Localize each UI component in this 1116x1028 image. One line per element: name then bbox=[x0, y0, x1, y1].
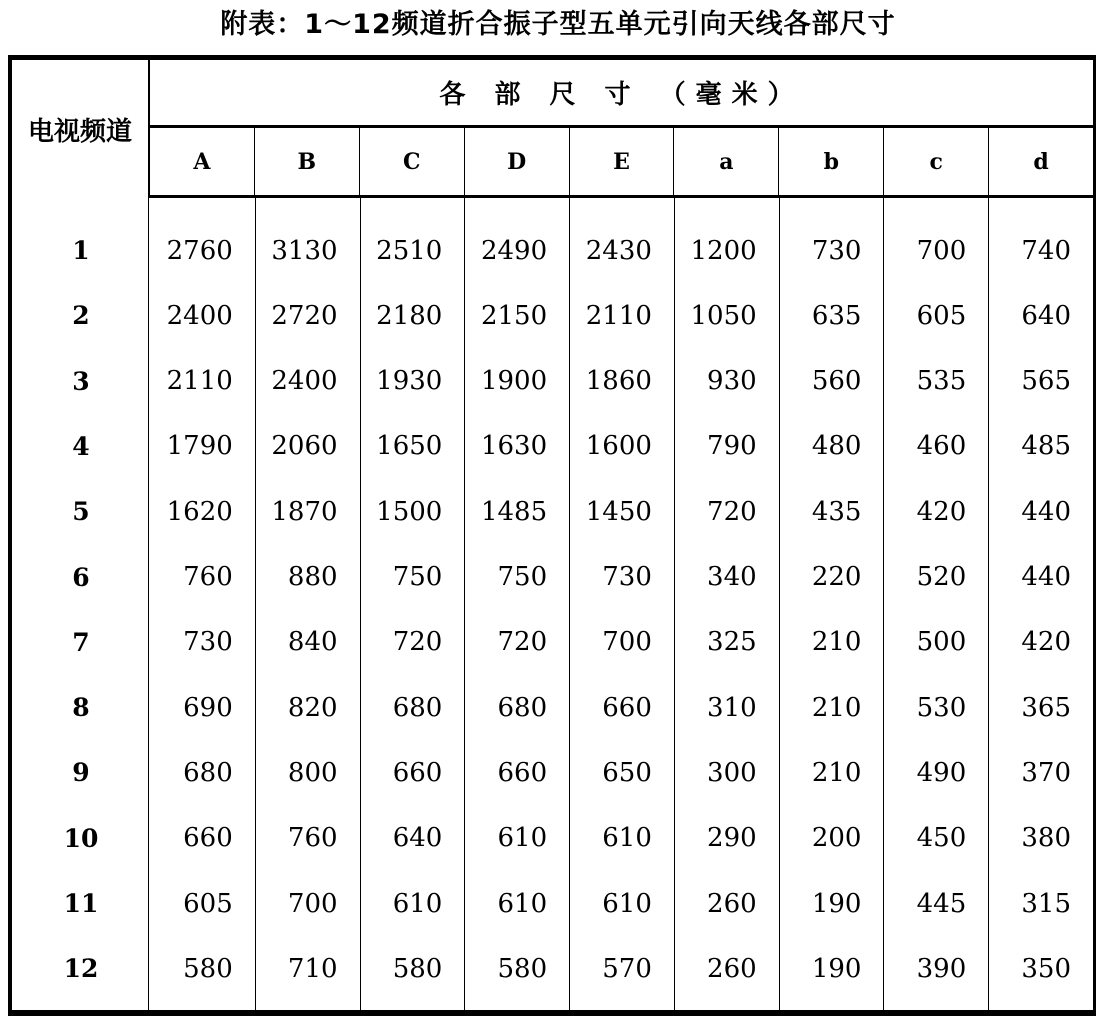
channel-cell: 5 bbox=[72, 497, 90, 527]
value-cell-d: 420 bbox=[1021, 627, 1072, 658]
value-cell-a: 260 bbox=[707, 953, 757, 984]
value-cell-d: 440 bbox=[1021, 562, 1072, 592]
dimensions-table bbox=[8, 55, 1096, 1016]
value-cell-E: 1450 bbox=[585, 496, 652, 527]
channel-cell: 6 bbox=[72, 562, 90, 592]
column-header-A: A bbox=[193, 148, 211, 175]
value-cell-b: 210 bbox=[811, 757, 862, 788]
value-cell-B: 760 bbox=[287, 823, 338, 854]
value-cell-b: 730 bbox=[811, 235, 862, 266]
value-cell-C: 660 bbox=[392, 757, 443, 788]
value-cell-D: 720 bbox=[497, 627, 548, 658]
value-cell-c: 535 bbox=[916, 366, 967, 397]
channel-cell: 11 bbox=[63, 889, 99, 918]
table-row bbox=[12, 349, 1093, 414]
dimensions-group-header: 各 部 尺 寸 （毫米） bbox=[150, 60, 1093, 128]
value-cell-B: 700 bbox=[287, 888, 338, 919]
column-header-D: D bbox=[464, 128, 569, 195]
value-cell-A: 580 bbox=[183, 953, 233, 984]
table-row bbox=[12, 545, 1093, 610]
value-cell-B: 3130 bbox=[271, 235, 338, 266]
value-cell-C: 2180 bbox=[376, 300, 443, 331]
value-cell-D: 1630 bbox=[480, 431, 548, 462]
column-header-b: b bbox=[778, 128, 883, 195]
value-cell-E: 610 bbox=[602, 823, 652, 854]
value-cell-C: 640 bbox=[392, 823, 443, 854]
column-header-C: C bbox=[359, 128, 464, 195]
value-cell-a: 930 bbox=[707, 366, 757, 397]
value-cell-C: 2510 bbox=[376, 235, 443, 266]
value-cell-b: 480 bbox=[811, 431, 862, 462]
value-cell-D: 610 bbox=[497, 888, 548, 919]
table-title: 附表：1～12频道折合振子型五单元引向天线各部尺寸 bbox=[220, 9, 896, 40]
table-row bbox=[12, 283, 1093, 348]
value-cell-A: 1790 bbox=[166, 431, 233, 462]
value-cell-c: 450 bbox=[916, 823, 967, 854]
value-cell-D: 610 bbox=[497, 823, 548, 854]
value-cell-B: 2060 bbox=[271, 431, 338, 462]
value-cell-d: 485 bbox=[1021, 431, 1072, 462]
value-cell-E: 1860 bbox=[585, 366, 652, 397]
value-cell-b: 210 bbox=[811, 692, 862, 723]
value-cell-d: 365 bbox=[1021, 692, 1072, 723]
value-cell-A: 1620 bbox=[166, 496, 233, 527]
value-cell-E: 700 bbox=[602, 627, 652, 658]
value-cell-b: 190 bbox=[811, 953, 862, 984]
value-cell-b: 635 bbox=[811, 300, 862, 331]
table-row bbox=[12, 936, 1093, 1001]
value-cell-C: 1930 bbox=[376, 366, 443, 397]
value-cell-a: 260 bbox=[707, 888, 757, 919]
value-cell-c: 605 bbox=[916, 300, 967, 331]
value-cell-c: 445 bbox=[916, 888, 967, 919]
value-cell-D: 1900 bbox=[480, 366, 548, 397]
value-cell-A: 680 bbox=[183, 757, 233, 788]
column-header-B: B bbox=[254, 128, 359, 195]
value-cell-a: 1050 bbox=[690, 300, 757, 331]
value-cell-E: 610 bbox=[602, 888, 652, 919]
value-cell-d: 565 bbox=[1021, 366, 1072, 397]
value-cell-b: 200 bbox=[811, 823, 862, 854]
value-cell-d: 350 bbox=[1021, 953, 1072, 984]
value-cell-A: 2760 bbox=[166, 235, 233, 266]
table-row bbox=[12, 740, 1093, 805]
channel-cell: 1 bbox=[72, 236, 90, 265]
value-cell-a: 790 bbox=[707, 431, 757, 462]
value-cell-E: 2110 bbox=[585, 300, 652, 331]
channel-cell: 2 bbox=[72, 301, 90, 331]
value-cell-D: 580 bbox=[497, 953, 548, 984]
value-cell-d: 640 bbox=[1021, 300, 1072, 331]
value-cell-a: 290 bbox=[707, 823, 757, 854]
value-cell-D: 660 bbox=[497, 757, 548, 788]
value-cell-B: 710 bbox=[287, 953, 338, 984]
value-cell-c: 390 bbox=[916, 953, 967, 984]
column-header-d: d bbox=[988, 128, 1093, 195]
value-cell-a: 1200 bbox=[690, 235, 757, 266]
value-cell-c: 520 bbox=[916, 562, 967, 592]
value-cell-c: 700 bbox=[916, 235, 967, 266]
value-cell-A: 605 bbox=[183, 888, 233, 919]
value-cell-c: 530 bbox=[916, 692, 967, 723]
value-cell-C: 580 bbox=[392, 953, 443, 984]
value-cell-C: 1500 bbox=[376, 496, 443, 527]
value-cell-a: 720 bbox=[707, 496, 757, 527]
table-row bbox=[12, 610, 1093, 675]
channel-cell: 10 bbox=[63, 823, 99, 853]
channel-cell: 4 bbox=[72, 431, 90, 461]
value-cell-E: 1600 bbox=[585, 431, 652, 462]
value-cell-B: 2400 bbox=[271, 366, 338, 397]
column-header-E: E bbox=[569, 128, 674, 195]
value-cell-C: 1650 bbox=[376, 431, 443, 462]
value-cell-A: 2110 bbox=[166, 366, 233, 397]
value-cell-b: 435 bbox=[811, 496, 862, 527]
table-body bbox=[12, 198, 1093, 1010]
value-cell-C: 680 bbox=[392, 692, 443, 723]
value-cell-E: 570 bbox=[602, 953, 652, 984]
value-cell-d: 740 bbox=[1021, 235, 1072, 266]
value-cell-B: 2720 bbox=[271, 300, 338, 331]
value-cell-c: 500 bbox=[916, 627, 967, 658]
channel-cell: 7 bbox=[72, 627, 90, 657]
value-cell-A: 2400 bbox=[166, 300, 233, 331]
value-cell-a: 310 bbox=[707, 692, 757, 723]
value-cell-b: 210 bbox=[811, 627, 862, 658]
channel-cell: 3 bbox=[72, 366, 90, 396]
value-cell-c: 420 bbox=[916, 496, 967, 527]
value-cell-c: 460 bbox=[916, 431, 967, 462]
value-cell-D: 2150 bbox=[480, 300, 548, 331]
value-cell-a: 325 bbox=[707, 627, 757, 658]
value-cell-A: 760 bbox=[183, 562, 233, 592]
value-cell-B: 800 bbox=[287, 757, 338, 788]
value-cell-A: 690 bbox=[183, 692, 233, 723]
channel-cell: 9 bbox=[72, 758, 90, 788]
value-cell-a: 340 bbox=[707, 562, 757, 592]
value-cell-d: 440 bbox=[1021, 496, 1072, 527]
table-row bbox=[12, 871, 1093, 936]
value-cell-D: 1485 bbox=[480, 496, 548, 527]
value-cell-E: 660 bbox=[602, 692, 652, 723]
value-cell-E: 2430 bbox=[585, 235, 652, 266]
table-row bbox=[12, 806, 1093, 871]
value-cell-B: 880 bbox=[287, 562, 338, 592]
value-cell-b: 220 bbox=[811, 562, 862, 592]
table-row bbox=[12, 218, 1093, 283]
value-cell-d: 315 bbox=[1021, 888, 1072, 919]
value-cell-D: 2490 bbox=[480, 235, 548, 266]
column-header-c: c bbox=[883, 128, 988, 195]
value-cell-A: 660 bbox=[183, 823, 233, 854]
value-cell-A: 730 bbox=[183, 627, 233, 658]
channel-column-header: 电视频道 bbox=[12, 60, 150, 198]
channel-cell: 8 bbox=[72, 693, 90, 723]
value-cell-B: 1870 bbox=[271, 496, 338, 527]
table-row bbox=[12, 675, 1093, 740]
value-cell-B: 840 bbox=[287, 627, 338, 658]
value-cell-C: 610 bbox=[392, 888, 443, 919]
value-cell-b: 190 bbox=[811, 888, 862, 919]
value-cell-C: 720 bbox=[392, 627, 443, 658]
value-cell-d: 380 bbox=[1021, 823, 1072, 854]
value-cell-C: 750 bbox=[392, 562, 443, 592]
value-cell-b: 560 bbox=[811, 366, 862, 397]
dimension-column-headers bbox=[150, 128, 1093, 198]
value-cell-B: 820 bbox=[287, 692, 338, 723]
value-cell-E: 650 bbox=[602, 757, 652, 788]
channel-cell: 12 bbox=[63, 954, 99, 984]
value-cell-c: 490 bbox=[916, 757, 967, 788]
value-cell-D: 680 bbox=[497, 692, 548, 723]
value-cell-d: 370 bbox=[1021, 757, 1072, 788]
column-header-a: a bbox=[673, 128, 778, 195]
value-cell-a: 300 bbox=[707, 757, 757, 788]
table-row bbox=[12, 479, 1093, 544]
value-cell-D: 750 bbox=[497, 562, 548, 592]
value-cell-E: 730 bbox=[602, 562, 652, 592]
table-row bbox=[12, 414, 1093, 479]
